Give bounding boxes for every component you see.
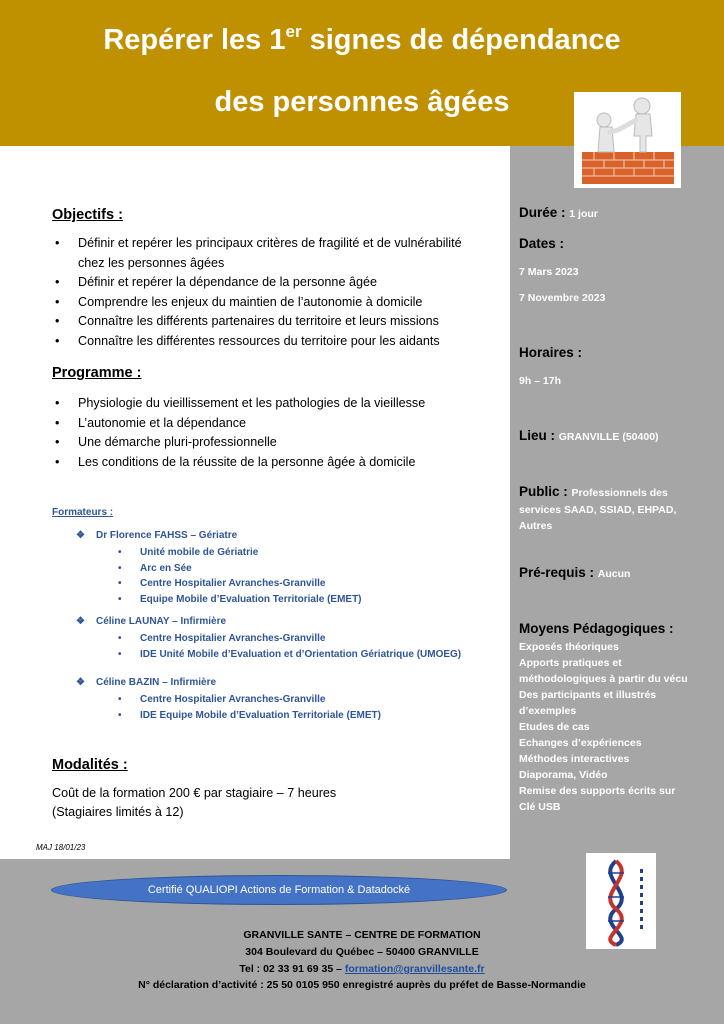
lieu-value: GRANVILLE (50400) [558,431,659,443]
list-item: • Définir et repérer la dépendance de la personne âgée [52,273,462,293]
list-item: Clé USB [519,801,561,813]
list-item: d’exemples [519,705,577,717]
org-address: 304 Boulevard du Québec – 50400 GRANVILLE [245,946,479,958]
prerequis-value: Aucun [597,568,631,580]
trainer-name: ❖ Céline LAUNAY – Infirmière [76,616,227,627]
duree-label: Durée : 1 jour [519,205,598,220]
list-item: Echanges d’expériences [519,737,642,749]
dates-label: Dates : [519,236,565,251]
list-item: Des participants et illustrés [519,689,657,701]
list-item: Méthodes interactives [519,753,630,765]
title-superscript: er [285,22,302,41]
list-item: • IDE Equipe Mobile d’Evaluation Territoriale (EMET) [118,708,381,724]
page-title-line1 [0,24,724,57]
trainer-name: ❖ Céline BAZIN – Infirmière [76,677,217,688]
helping-figures-illustration [574,92,681,188]
list-item: Etudes de cas [519,721,590,733]
diamond-bullet-icon: ❖ [76,677,85,688]
email-link[interactable]: formation@granvillesante.fr [344,963,485,975]
page-title-line2: des personnes âgées [214,86,510,118]
list-item: Remise des supports écrits sur [519,785,676,797]
title-text: Repérer les 1 [103,24,286,56]
list-item: • Comprendre les enjeux du maintien de l’autonomie à domicile [52,293,462,313]
list-item: • Centre Hospitalier Avranches-Granville [118,576,362,592]
trainer-name: ❖ Dr Florence FAHSS – Gériatre [76,530,238,541]
org-name: GRANVILLE SANTE – CENTRE DE FORMATION [243,929,481,941]
list-item: • Equipe Mobile d’Evaluation Territoriale (EMET) [118,592,362,608]
list-item: • Les conditions de la réussite de la personne âgée à domicile [52,453,425,473]
programme-title: Programme : [52,365,142,381]
list-item: • Centre Hospitalier Avranches-Granville [118,692,381,708]
list-item: • Arc en Sée [118,561,362,577]
trainer-roles [118,631,461,662]
modalites-limit: (Stagiaires limités à 12) [52,805,184,819]
list-item: • Connaître les différentes ressources du territoire pour les aidants [52,332,462,352]
lieu-label: Lieu : GRANVILLE (50400) [519,428,659,443]
list-item: • Physiologie du vieillissement et les pathologies de la vieillesse [52,394,425,414]
prerequis-label: Pré-requis : Aucun [519,565,631,580]
list-item: • L’autonomie et la dépendance [52,414,425,434]
public-value: services SAAD, SSIAD, EHPAD, [519,504,677,516]
update-date: MAJ 18/01/23 [36,843,86,852]
horaires-label: Horaires : [519,345,583,360]
modalites-cost: Coût de la formation 200 € par stagiaire – 7 heures [52,786,337,800]
certification-badge: Certifié QUALIOPI Actions de Formation & Datadocké [51,875,507,905]
list-item: • Définir et repérer les principaux critères de fragilité et de vulnérabilité chez les personnes âgées [52,234,462,273]
list-item: • IDE Unité Mobile d’Evaluation et d’Orientation Gériatrique (UMOEG) [118,647,461,663]
moyens-label: Moyens Pédagogiques : [519,621,674,636]
trainer-roles [118,692,381,723]
diamond-bullet-icon: ❖ [76,530,85,541]
moyens-list [519,639,688,815]
date-item: 7 Mars 2023 [519,266,579,278]
list-item: • Centre Hospitalier Avranches-Granville [118,631,461,647]
objectifs-list [52,234,462,351]
objectifs-title: Objectifs : [52,207,123,223]
public-label: Public : Professionnels des [519,484,668,499]
list-item: Exposés théoriques [519,641,619,653]
list-item: méthodologiques à partir du vécu [519,673,688,685]
formateurs-title: Formateurs : [52,507,114,518]
declaration: N° déclaration d’activité : 25 50 0105 950 enregistré auprès du préfet de Basse-Normandie [138,979,586,991]
list-item: Apports pratiques et [519,657,622,669]
list-item: • Une démarche pluri-professionnelle [52,433,425,453]
title-text: signes de dépendance [301,24,621,56]
programme-list [52,394,425,472]
trainer-roles [118,545,362,607]
date-item: 7 Novembre 2023 [519,292,606,304]
public-value: Autres [519,520,553,532]
org-contact: Tel : 02 33 91 69 35 – formation@granvillesante.fr [239,963,485,975]
horaires-value: 9h – 17h [519,375,562,387]
list-item: • Unité mobile de Gériatrie [118,545,362,561]
list-item: • Connaître les différents partenaires du territoire et leurs missions [52,312,462,332]
duree-value: 1 jour [569,208,598,220]
figures-icon [574,92,681,188]
public-value: Professionnels des [571,487,668,499]
diamond-bullet-icon: ❖ [76,616,85,627]
modalites-title: Modalités : [52,757,128,773]
list-item: Diaporama, Vidéo [519,769,608,781]
